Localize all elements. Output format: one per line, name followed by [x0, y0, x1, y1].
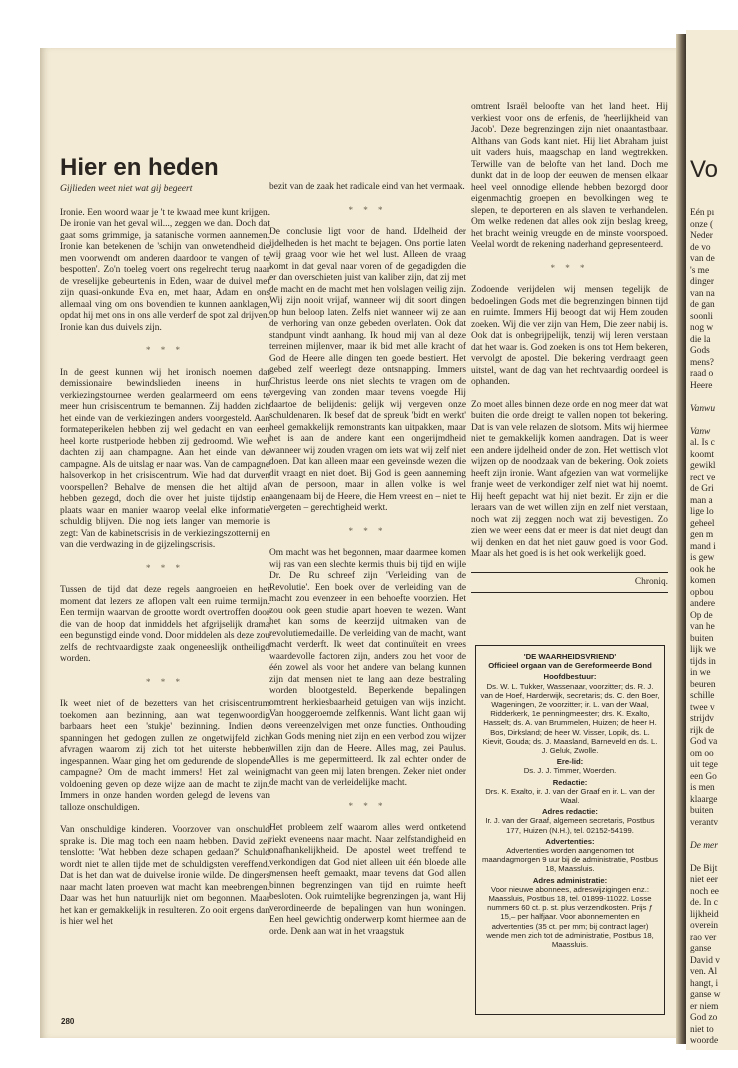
- paragraph: Van onschuldige kinderen. Voorzover van onschuld sprake is. Die mag toch een naam hebben. David zei tenslotte: 'Wat hebben deze schapen gedaan?' Schuld wordt niet te allen tijde met de schuldigsten vereffend. Dat is het dan wat de duivelse ironie wilde. De dingers naar macht laten proeven wat macht kan meebrengen. Daar was het hun natuurlijk niet om begonnen. Maar het kan er gemakkelijk in resulteren. Zo ooit ergens dan is hier wel het: [60, 825, 270, 927]
- next-page-title: Vo: [690, 156, 719, 183]
- next-page-line: ven. Al: [690, 967, 718, 977]
- paragraph: Tussen de tijd dat deze regels aangroeien en het moment dat lezers ze aflopen valt een ruime termijn. Een termijn waarvan de grootte wordt overtroffen door die van de hoop dat inmiddels het afgrijselijk drama een begunstigd einde vond. Door middelen als deze zou zelfs de rechtvaardigste zaak ongeneeslijk ontheiligd worden.: [60, 585, 270, 664]
- next-page-line: twee v: [690, 702, 715, 713]
- column-2: [269, 182, 466, 949]
- colophon-heading: Advertenties:: [545, 836, 595, 846]
- colophon-heading: Ere-lid:: [556, 757, 584, 767]
- paragraph: omtrent Israël beloofte van het land heet. Hij verkiest voor ons de erfenis, de 'heerlijkheid van Jacob'. Deze begrenzingen zijn niet onaantastbaar. Althans van Gods kant niet. Hij liet Abraham juist uit vaders huis, maagschap en land wegtrekken. Terwille van de belofte van het land. Doch me dunkt dat in de loop der eeuwen de mensen elkaar heel veel onnodige ellende hebben bezorgd door eigenmachtig groepen en bevolkingen weg te slepen, te deporteren en als slaven te verhandelen. Om welke redenen dat alles ook zijn beslag kreeg, het bracht weinig vreugde en de minste voorspoed. Veelal wordt de rekening naderhand gepresenteerd.: [471, 102, 668, 250]
- colophon-title: 'DE WAARHEIDSVRIEND': [523, 652, 617, 661]
- section-divider: * * *: [550, 262, 589, 273]
- next-page-line: koomt: [690, 449, 714, 460]
- colophon-text: Voor nieuwe abonnees, adreswijzigingen enz.: Maassluis, Postbus 18, tel. 01899-11022. Losse nummers 60 ct. p. st. plus verzendkosten. Prijs ƒ 15,– per halfjaar. Voor abonnementen en advertenties (35 ct. per mm; bij contract lager) wende men zich tot de administratie, Postbus 18, Maassluis.: [486, 884, 654, 950]
- section-divider: * * *: [146, 345, 184, 355]
- next-page-line: ganse: [690, 944, 712, 954]
- paragraph: Zodoende verijdelen wij mensen tegelijk de bedoelingen Gods met die begrenzingen binnen tijd en ruimte. Immers Hij beoogt dat wij Hem zouden zoeken. Wij die ver zijn van Hem, Die zeer nabij is. Ook dat is onbegrijpelijk, tenzij wij leren verstaan dat het waar is. God zoeken is ons tot Hem bekeren, vervolgt de apostel. Die bekering verdraagt geen uitstel, want de dag van het rechtvaardig oordeel is ophanden.: [471, 285, 668, 387]
- next-page-line: schille: [690, 691, 715, 701]
- next-page-line: gen m: [690, 530, 714, 540]
- next-page-line: is gew: [690, 553, 715, 563]
- colophon-text: Ds. W. L. Tukker, Wassenaar, voorzitter; ds. R. J. van de Hoef, Harderwijk, secretaris; ds. C. den Boer, Wageningen, 2e voorzitter; ir. L. van der Waal, Ridderkerk, 1e penningmeester; drs. K. Exalto, Hasselt; ds. A. van Brummelen, Huizen; de heer H. Bos, Dirksland; de heer W. Visser, Lopik, ds. L. Kievit, Gouda; ds. J. Maasland, Barneveld en ds. L. J. Geluk, Zwolle.: [480, 681, 660, 756]
- next-page-line: een Go: [690, 771, 717, 782]
- divider-line: [471, 572, 668, 573]
- next-page-line: mand i: [690, 541, 716, 552]
- next-page-line: noch ee: [690, 886, 719, 897]
- colophon-heading: Redactie:: [552, 777, 588, 787]
- paragraph: Ik weet niet of de bezetters van het crisiscentrum toekomen aan bezinning, aan wat tegenwoordig barbaars heet een 'stukje' bezinning. Indien de spanningen het gedogen zullen ze ongetwijfeld zich afvragen waarom zij zich tot het uiterste hebben ingespannen. Waar ging het om gedurende de slopende campagne? Om de macht immers! Het zal weinig voldoening geven op deze wijze aan de macht te zijn. Immers in onze handen worden gelegd de levens van talloze onschuldigen.: [60, 699, 270, 813]
- next-page-line: de vo: [690, 242, 711, 253]
- divider-line: [471, 592, 668, 593]
- next-page-line: onze (: [690, 219, 714, 230]
- next-page-line: overein: [690, 921, 719, 931]
- paragraph: Om macht was het begonnen, maar daarmee komen wij ras van een slechte kermis thuis bij tijd en wijle Dr. De Ru schreef zijn 'Verleiding van de Revolutie'. Een boek over de verleiding van de macht zou evenzeer in een behoefte voorzien. Het zou ook geen studie apart hoeven te wezen. Want het kan soms de keerzijd uitmaken van de revolutiemedaille. De verleiding van de macht, want macht verderft. Ik weet dat continuïteit en vrees waardevolle factoren zijn, anders zou het voor de één zowel als voor het andere van belang kunnen zijn dat mensen niet te lang aan deze bestraling worden blootgesteld. Beperkende bepalingen omtrent herkiesbaarheid getuigen van wijs inzicht. Van hooggeroemde zelfkennis. Want licht gaan wij ons vereenzelvigen met onze functies. Onthouding kan Gods mening niet zijn en een verbod zou wijzer willen zijn dan de Heere. Alles mag, zei Paulus. Alles is me gepermitteerd. Ik zal echter onder de macht van geen mij laten brengen. Zeker niet onder de macht van de verleidelijke macht.: [269, 548, 466, 788]
- section-divider: * * *: [348, 525, 387, 536]
- paragraph: bezit van de zaak het radicale eind van het vermaak.: [269, 182, 465, 192]
- colophon-heading: Adres administratie:: [532, 875, 608, 885]
- next-page-line: van he: [690, 622, 715, 632]
- next-page-line: beuren: [690, 679, 716, 690]
- next-page-line: in we: [690, 668, 711, 678]
- next-page-line: gewikl: [690, 461, 716, 471]
- next-page-line: Op de: [690, 610, 713, 621]
- paragraph: In de geest kunnen wij het ironisch noemen dat demissionaire bewindslieden ineens in hun verkiezingstournee werden gealarmeerd om eens te meer hun crisiscentrum te bemannen. Zij hadden zich het einde van de verkiezingen anders voorgesteld. Aan formateperikelen hebben zij wel gedacht en van een heel korte rustperiode hebben zij gedroomd. Wie wel dachten zij aan champagne. Aan het einde van de campagne. Als de uitslag er naar was. Van de campagne halsoverkop in het crisiscentrum. Wie had dat durven voorspellen? Behalve de mensen die het altijd al hebben gezegd, doch die over het juiste tijdstip en plaats waar en manier waarop veelal elke informatie schuldig blijven. Die nog iets langer van memorie is zegt: Van de kabinetscrisis in de verkiezingszotternij en van die verdwazing in de gijzelingscrisis.: [60, 367, 270, 550]
- section-divider: * * *: [146, 676, 184, 687]
- next-page-line: niet to: [690, 1024, 714, 1035]
- next-page-line: 's me: [690, 265, 710, 276]
- article-title: Hier en heden: [60, 154, 219, 181]
- colophon-text: Ir. J. van der Graaf, algemeen secretaris, Postbus 177, Huizen (N.H.), tel. 02152-54199.: [485, 816, 655, 835]
- next-page-line: opbou: [690, 587, 714, 598]
- next-page-line: van na: [690, 288, 715, 299]
- paragraph: Zo moet alles binnen deze orde en nog meer dat wat buiten die orde dreigt te vallen nopen tot bekering. Dat is van vele relazen de slotsom. Mits wij hiermee niet te gemakkelijk komen aandragen. Dat is weer een andere ijdelheid onder de zon. Het wettisch vlot wijzen op de noodzaak van de bekering. Ook zoiets heeft zijn ironie. Want afgezien van wat vormelijke franje weet de verkondiger zelf niet wat hij noemt. Hij heeft gepacht wat hij niet bezit. Er zijn er die leraars van de wet willen zijn en zelf niet verstaan, noch wat zij zeggen noch wat zij bevestigen. Zo zien we weer eens dat er meer is dat niet deugt dan wij denken en dat het niet gauw goed is voor God. Maar als het goed is is het ook werkelijk goed.: [471, 399, 668, 559]
- next-page-line: woorde: [690, 1036, 719, 1046]
- next-page-line: lijk we: [690, 645, 716, 655]
- column-3: [471, 102, 668, 593]
- section-divider: * * *: [348, 800, 387, 811]
- next-page-line: raad o: [690, 369, 714, 379]
- colophon-text: Drs. K. Exalto, ir. J. van der Graaf en ir. L. van der Waal.: [485, 786, 655, 806]
- next-page-line: rijk de: [690, 725, 715, 736]
- next-page-line: Vanw: [690, 426, 711, 437]
- colophon-box: [475, 645, 665, 1015]
- next-page-line: de gan: [690, 300, 715, 310]
- section-divider: * * *: [348, 204, 387, 215]
- colophon-heading: Hoofdbestuur:: [543, 672, 597, 682]
- next-page-line: soonli: [690, 311, 713, 322]
- page-binding-edge: [676, 34, 686, 1044]
- next-page-line: uit tege: [690, 760, 718, 770]
- next-page-line: niet eer: [690, 875, 718, 885]
- next-page-line: buiten: [690, 806, 714, 816]
- next-page-line: ganse w: [690, 990, 721, 1000]
- colophon-text: Advertenties worden aangenomen tot maandagmorgen 9 uur bij de administratie, Postbus 18, Maassluis.: [481, 846, 659, 874]
- next-page-line: de Gri: [690, 484, 714, 494]
- next-page-line: komen: [690, 576, 716, 586]
- next-page-line: man a: [690, 495, 713, 506]
- next-page-line: strijdv: [690, 714, 714, 724]
- colophon-heading: Adres redactie:: [542, 807, 598, 817]
- next-page-line: Gods: [690, 346, 710, 356]
- next-page-line: Heere: [690, 380, 713, 391]
- author-signature: Chroniq.: [634, 576, 668, 587]
- next-page-line: Neder: [690, 231, 713, 241]
- next-page-line: rao ver: [690, 932, 717, 943]
- next-page-line: andere: [690, 599, 715, 609]
- next-page-line: er niem: [690, 1001, 719, 1012]
- next-page-line: lijkheid: [690, 909, 719, 920]
- colophon-subtitle: Officieel orgaan van de Gereformeerde Bond: [488, 661, 652, 671]
- page-number: 280: [61, 1017, 75, 1026]
- next-page-line: mens?: [690, 357, 714, 368]
- next-page-line: God zo: [690, 1013, 718, 1023]
- article-subtitle: Gijlieden weet niet wat gij begeert: [60, 183, 193, 194]
- next-page-line: tijds in: [690, 656, 716, 667]
- next-page-line: is men: [690, 783, 715, 793]
- next-page-line: geheel: [690, 518, 715, 529]
- next-page-line: buiten: [690, 633, 714, 644]
- paragraph: Het probleem zelf waarom alles werd ontketend riekt eveneens naar macht. Naar zelfstandigheid en onafhankelijkheid. De apostel weet treffend te verkondigen dat God niet alleen uit één bloede alle mensen heeft gemaakt, maar tevens dat God allen binnen begrenzingen van tijd en ruimte heeft besloten. Ook ruimtelijke begrenzingen ja, want Hij verordineerde de bepalingen van hun woningen. Een heel gewichtig onderwerp komt hiermee aan de orde. Denk aan wat in het vraagstuk: [269, 823, 466, 937]
- next-page-line: hangt, i: [690, 978, 719, 989]
- next-page-line: nog w: [690, 323, 714, 333]
- next-page-line: verantv: [690, 817, 719, 828]
- next-page-line: De Bijt: [690, 863, 718, 874]
- section-divider: * * *: [146, 562, 184, 573]
- next-page-line: Vanwu: [690, 403, 716, 414]
- next-page-line: lige lo: [690, 507, 714, 517]
- colophon-text: Ds. J. J. Timmer, Woerden.: [523, 766, 617, 776]
- next-page-line: ook he: [690, 564, 716, 575]
- next-page-line: David v: [690, 955, 720, 966]
- paragraph: Ironie. Een woord waar je 't te kwaad mee kunt krijgen. De ironie van het geval wil..., zeggen we dan. Doch dat gaat soms grimmige, ja satanische vormen aannemen. Ironie kan betekenen de 'schijn van onwetendheid die men voorwendt om anderen daardoor te vangen of te bespotten'. Zo'n toeleg voert ons regelrecht terug naar de vreselijke gebeurtenis in Eden, waar de duivel met zijn quasi-onkunde Eva en, met haar, Adam en ons allemaal ving om ons bovendien te kunnen aanklagen, opdat hij met ons in ons alle verderf de spot zal drijven. Ironie kan dus duivels zijn.: [60, 207, 270, 333]
- next-page-line: klaarge: [690, 794, 718, 805]
- next-page-fragment: [686, 30, 738, 1050]
- next-page-line: dinger: [690, 277, 714, 287]
- next-page-line: Eén pı: [690, 208, 715, 218]
- next-page-line: De mer: [690, 840, 718, 851]
- next-page-line: rect ve: [690, 472, 716, 483]
- colophon-sections: [480, 672, 660, 949]
- next-page-line: om oo: [690, 748, 714, 759]
- next-page-line: de. In c: [690, 898, 718, 908]
- paragraph: De conclusie ligt voor de hand. IJdelheid der ijdelheden is het macht te bejagen. Ons portie laten wij graag voor wie het wel lust. Alleen de vraag komt in dat geval naar voren of de gegadigden die er dan overschieten juist van kaliber zijn, dat zij met de macht en de macht met hen volslagen veilig zijn. Wij zijn nooit vrijaf, wanneer wij dit soort dingen op hun beloop laten. Zelfs niet wanneer wij ze aan de verhoring van onze gebeden overlaten. Ook dat standpunt vindt aanhang. Ik houd mij van al deze terreinen mijlenver, maar ik bid met alle kracht of God de Heere alle dingen ten goede bestiert. Het gebed zelf weerlegt deze ontsnapping. Immers Christus leerde ons niet slechts te vragen om de vergeving van zonden maar tevens voegde Hij daartoe de belijdenis: gelijk wij vergeven onze schuldenaren. Ik besef dat de spreuk 'bidt en werkt' heel gemakkelijk remonstrants kan uitpakken, maar het is aan de andere kant een ongerijmdheid wanneer wij zouden vragen om iets wat wij zelf niet doen. Dat kan alleen maar een geveinsde wezen die dit vraagt en niet doet. Bij God is geen aanneming van de persoon, maar in allen volke is wel aangenaam bij de Heere, die Hem vreest en – niet te vergeten – gerechtigheid werkt.: [269, 227, 466, 513]
- next-page-line: God va: [690, 737, 718, 747]
- next-page-line: van de: [690, 254, 715, 264]
- next-page-line: die la: [690, 334, 711, 345]
- next-page-line: al. Is c: [690, 438, 715, 448]
- column-1: [60, 155, 270, 940]
